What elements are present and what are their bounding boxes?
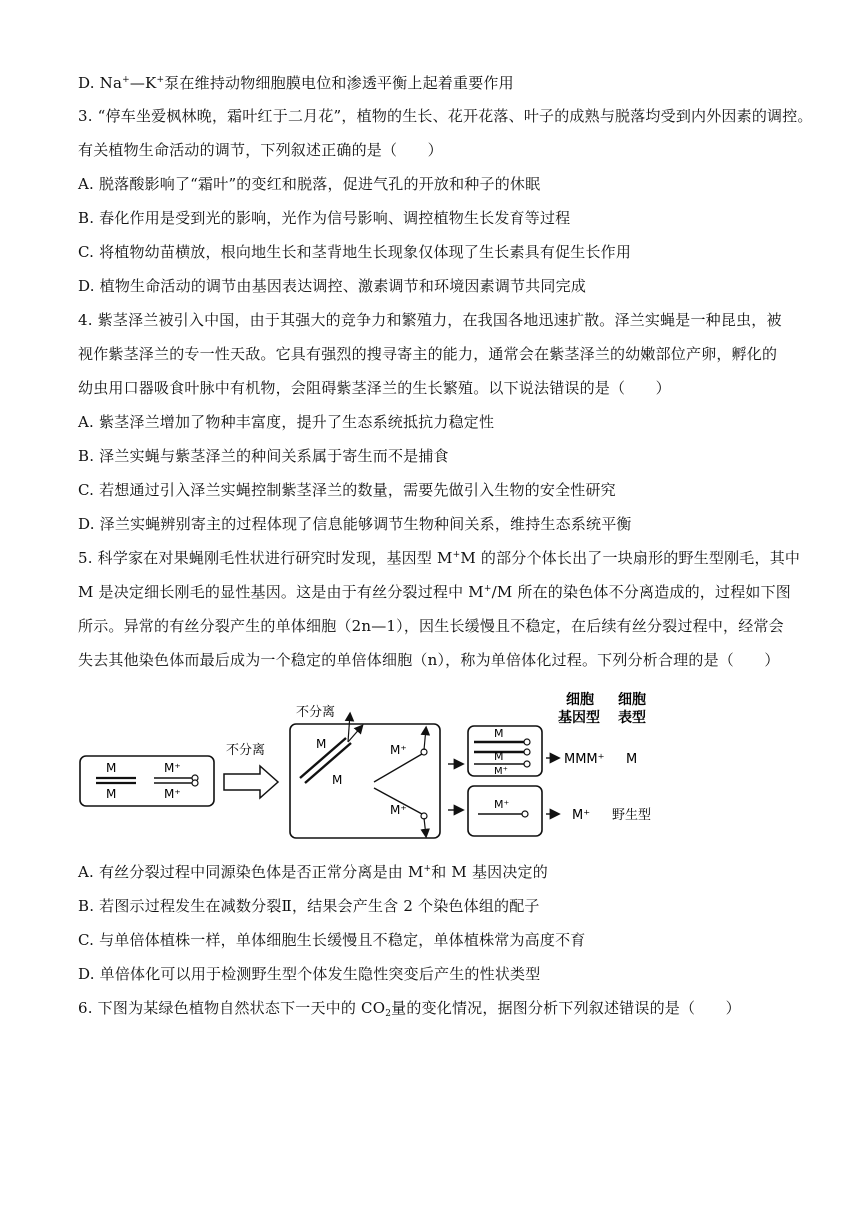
d1-label-mplus: M⁺ bbox=[494, 766, 508, 777]
col-phenotype-header-2: 表型 bbox=[618, 710, 646, 726]
spindle-up-1 bbox=[348, 714, 350, 742]
q4-option-d: D. 泽兰实蝇辨别寄主的过程体现了信息能够调节生物种间关系，维持生态系统平衡 bbox=[78, 515, 632, 533]
q4-stem-1: 4. 紫茎泽兰被引入中国，由于其强大的竞争力和繁殖力，在我国各地迅速扩散。泽兰实蝇是一种昆虫，被 bbox=[78, 311, 782, 329]
d1-centromere-2 bbox=[524, 749, 530, 755]
q5-stem-2: M 是决定细长刚毛的显性基因。这是由于有丝分裂过程中 M+/M 所在的染色体不分离造成的，过程如下图 bbox=[78, 583, 791, 601]
daughter-cell-2-box bbox=[468, 786, 542, 836]
q2-option-d: D. Na+—K+泵在维持动物细胞膜电位和渗透平衡上起着重要作用 bbox=[78, 74, 514, 92]
label-m-top: M bbox=[106, 761, 117, 775]
q4-stem-3: 幼虫用口器吸食叶脉中有机物，会阻碍紫茎泽兰的生长繁殖。以下说法错误的是（ ） bbox=[78, 379, 671, 397]
result2-phenotype: 野生型 bbox=[612, 808, 652, 823]
q3-stem-2: 有关植物生命活动的调节，下列叙述正确的是（ ） bbox=[78, 141, 443, 159]
q5-option-c: C. 与单倍体植株一样，单体细胞生长缓慢且不稳定，单体植株常为高度不育 bbox=[78, 931, 586, 949]
label-m-bottom: M bbox=[106, 787, 117, 801]
label-m-2b: M bbox=[332, 773, 343, 787]
spindle-up-3 bbox=[424, 728, 426, 750]
q3-option-a: A. 脱落酸影响了“霜叶”的变红和脱落，促进气孔的开放和种子的休眠 bbox=[78, 175, 541, 193]
result1-genotype: MMM⁺ bbox=[564, 752, 605, 767]
label-mplus-up: M⁺ bbox=[390, 743, 407, 757]
q5-option-b: B. 若图示过程发生在减数分裂Ⅱ，结果会产生含 2 个染色体组的配子 bbox=[78, 897, 540, 915]
spindle-up-2 bbox=[348, 726, 362, 742]
q3-option-d: D. 植物生命活动的调节由基因表达调控、激素调节和环境因素调节共同完成 bbox=[78, 277, 587, 295]
d1-centromere-1 bbox=[524, 739, 530, 745]
col-genotype-header-1: 细胞 bbox=[566, 692, 594, 708]
q5-stem-4: 失去其他染色体而最后成为一个稳定的单倍体细胞（n），称为单倍体化过程。下列分析合理的是（ ） bbox=[78, 651, 780, 669]
q3-stem-1: 3. “停车坐爱枫林晚，霜叶红于二月花”，植物的生长、花开花落、叶子的成熟与脱落均受到内外因素的调控。 bbox=[78, 107, 813, 125]
col-phenotype-header-1: 细胞 bbox=[618, 692, 646, 708]
q5-option-d: D. 单倍体化可以用于检测野生型个体发生隐性突变后产生的性状类型 bbox=[78, 965, 541, 983]
spindle-down bbox=[424, 818, 426, 836]
q6-stem-1: 6. 下图为某绿色植物自然状态下一天中的 $CO_2$量的变化情况，据图分析下列叙述错误的是（ ） bbox=[78, 999, 741, 1019]
dividing-cell-box bbox=[290, 724, 440, 838]
q5-option-a: A. 有丝分裂过程中同源染色体是否正常分离是由 M+和 M 基因决定的 bbox=[78, 863, 548, 881]
d1-centromere-3 bbox=[524, 761, 530, 767]
label-mplus-top: M⁺ bbox=[164, 761, 181, 775]
label-mplus-down: M⁺ bbox=[390, 803, 407, 817]
col-genotype-header-2: 基因型 bbox=[558, 710, 600, 726]
result2-genotype: M⁺ bbox=[572, 808, 591, 823]
nondisjoined-m-2 bbox=[305, 743, 351, 783]
d1-label-m2: M bbox=[494, 750, 504, 763]
mplus-up bbox=[374, 754, 422, 782]
label-mplus-bottom: M⁺ bbox=[164, 787, 181, 801]
q4-option-b: B. 泽兰实蝇与紫茎泽兰的种间关系属于寄生而不是捕食 bbox=[78, 447, 449, 465]
centromere-2 bbox=[192, 780, 198, 786]
nondisjunction-diagram bbox=[78, 690, 698, 840]
label-m-2a: M bbox=[316, 737, 327, 751]
d2-centromere bbox=[522, 811, 528, 817]
d2-label-mplus: M⁺ bbox=[494, 798, 510, 811]
q3-option-b: B. 春化作用是受到光的影响，光作为信号影响、调控植物生长发育等过程 bbox=[78, 209, 571, 227]
q4-option-c: C. 若想通过引入泽兰实蝇控制紫茎泽兰的数量，需要先做引入生物的安全性研究 bbox=[78, 481, 616, 499]
q4-stem-2: 视作紫茎泽兰的专一性天敌。它具有强烈的搜寻寄主的能力，通常会在紫茎泽兰的幼嫩部位产卵，孵化的 bbox=[78, 345, 778, 363]
arrow-label: 不分离 bbox=[226, 743, 266, 758]
q4-option-a: A. 紫茎泽兰增加了物种丰富度，提升了生态系统抵抗力稳定性 bbox=[78, 413, 495, 431]
q5-stem-1: 5. 科学家在对果蝇刚毛性状进行研究时发现，基因型 M+M 的部分个体长出了一块扇形的野生型刚毛，其中 bbox=[78, 549, 801, 567]
q3-option-c: C. 将植物幼苗横放，根向地生长和茎背地生长现象仅体现了生长素具有促生长作用 bbox=[78, 243, 632, 261]
box2-label: 不分离 bbox=[296, 705, 336, 720]
q5-stem-3: 所示。异常的有丝分裂产生的单体细胞（2n—1），因生长缓慢且不稳定，在后续有丝分裂过程中，经常会 bbox=[78, 617, 784, 635]
d1-label-m1: M bbox=[494, 727, 504, 740]
process-arrow bbox=[224, 766, 278, 798]
result1-phenotype: M bbox=[626, 752, 638, 767]
